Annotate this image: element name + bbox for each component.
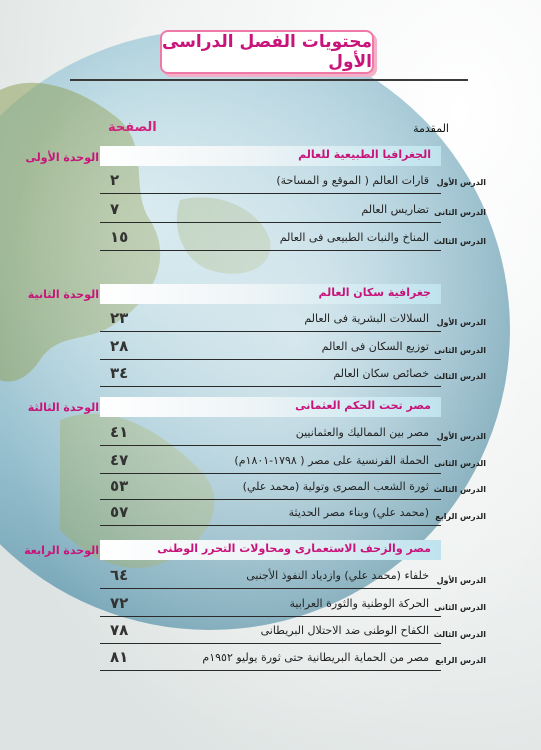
- page-number: ١٥: [110, 228, 129, 246]
- toc-row: [100, 309, 441, 332]
- toc-row: [100, 503, 441, 526]
- lesson-title: الكفاح الوطنى ضد الاحتلال البريطانى: [260, 624, 429, 637]
- unit-title-bar: [100, 397, 441, 417]
- page-number: ٥٧: [110, 503, 129, 521]
- toc-row: [100, 451, 441, 474]
- page-number: ٥٣: [110, 477, 129, 495]
- page-number: ٤٧: [110, 451, 129, 469]
- page-column-header: الصفحة: [108, 120, 157, 135]
- unit-title-bar: [100, 540, 441, 560]
- page-number: ٤١: [110, 423, 129, 441]
- toc-row: [100, 423, 441, 446]
- lesson-title: السلالات البشرية فى العالم: [304, 312, 429, 325]
- unit-label: الوحدة الثالثة: [27, 401, 99, 414]
- lesson-title: خلفاء (محمد علي) وازدياد النفوذ الأجنبى: [246, 569, 429, 582]
- lesson-label: الدرس الثانى: [434, 208, 486, 217]
- page-number: ٧: [110, 200, 120, 218]
- lesson-title: خصائص سكان العالم: [333, 367, 429, 380]
- toc-row: [100, 566, 441, 589]
- lesson-label: الدرس الثانى: [434, 459, 486, 468]
- lesson-label: الدرس الثالث: [433, 485, 486, 494]
- lesson-title: توزيع السكان فى العالم: [321, 340, 429, 353]
- lesson-label: الدرس الثانى: [434, 603, 486, 612]
- page-number: ٨١: [110, 648, 129, 666]
- page-number: ٢٨: [110, 337, 129, 355]
- page-number: ٢٣: [110, 309, 129, 327]
- lesson-label: الدرس الأول: [436, 178, 486, 187]
- page-number: ٧٨: [110, 621, 129, 639]
- lesson-label: الدرس الرابع: [435, 656, 486, 665]
- intro-label: المقدمة: [413, 122, 449, 135]
- lesson-title: الحركة الوطنية والثورة العرابية: [289, 597, 429, 610]
- page-number: ٣٤: [110, 364, 129, 382]
- title-divider: [70, 79, 468, 81]
- unit-label: الوحدة الرابعة: [24, 544, 99, 557]
- toc-row: [100, 594, 441, 617]
- lesson-label: الدرس الثالث: [433, 372, 486, 381]
- lesson-title: مصر بين المماليك والعثمانيين: [295, 426, 429, 439]
- page-number: ٦٤: [110, 566, 129, 584]
- unit-title: الجغرافيا الطبيعية للعالم: [298, 148, 431, 161]
- toc-row: [100, 171, 441, 194]
- unit-title: مصر تحت الحكم العثمانى: [295, 399, 431, 412]
- toc-row: [100, 228, 441, 251]
- page-title-box: [160, 30, 374, 74]
- toc-row: [100, 200, 441, 223]
- lesson-label: الدرس الثالث: [433, 630, 486, 639]
- toc-row: [100, 364, 441, 387]
- lesson-title: الحملة الفرنسية على مصر ( ١٧٩٨-١٨٠١م): [234, 454, 429, 467]
- lesson-label: الدرس الرابع: [435, 512, 486, 521]
- lesson-label: الدرس الأول: [436, 432, 486, 441]
- lesson-label: الدرس الثانى: [434, 346, 486, 355]
- unit-title: مصر والزحف الاستعمارى ومحاولات التحرر الوطنى: [157, 542, 431, 555]
- toc-row: [100, 477, 441, 500]
- unit-title-bar: [100, 146, 441, 166]
- unit-label: الوحدة الأولى: [25, 151, 99, 164]
- unit-title: جغرافية سكان العالم: [318, 286, 431, 299]
- toc-row: [100, 648, 441, 671]
- lesson-title: مصر من الحماية البريطانية حتى ثورة يوليو ١٩٥٢م: [202, 651, 429, 664]
- toc-row: [100, 621, 441, 644]
- unit-title-bar: [100, 284, 441, 304]
- lesson-label: الدرس الأول: [436, 318, 486, 327]
- page-title: محتويات الفصل الدراسى الأول: [162, 32, 372, 72]
- page-number: ٢: [110, 171, 120, 189]
- lesson-title: المناخ والنبات الطبيعى فى العالم: [279, 231, 429, 244]
- lesson-title: ثورة الشعب المصرى وتولية (محمد علي): [242, 480, 429, 493]
- toc-row: [100, 337, 441, 360]
- lesson-title: تضاريس العالم: [361, 203, 429, 216]
- unit-label: الوحدة الثانية: [27, 288, 99, 301]
- lesson-title: (محمد علي) وبناء مصر الحديثة: [288, 506, 429, 519]
- page-number: ٧٢: [110, 594, 129, 612]
- lesson-label: الدرس الأول: [436, 576, 486, 585]
- lesson-title: قارات العالم ( الموقع و المساحة): [276, 174, 429, 187]
- lesson-label: الدرس الثالث: [433, 237, 486, 246]
